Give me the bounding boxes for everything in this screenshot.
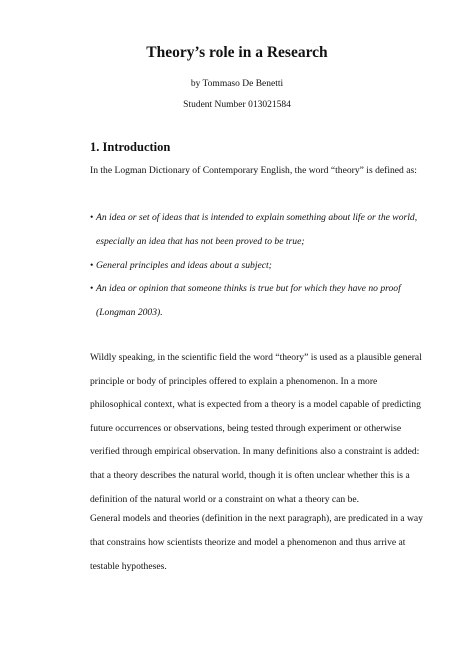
bullet-marker: • bbox=[90, 283, 94, 294]
body-line: future occurrences or observations, being tested through experiment or otherwise bbox=[90, 423, 402, 434]
body-line: that a theory describes the natural world, though it is often unclear whether this is a bbox=[90, 470, 410, 481]
body-line: testable hypotheses. bbox=[90, 561, 167, 572]
section-heading: 1. Introduction bbox=[90, 140, 171, 154]
bullet-item-3 bbox=[90, 283, 401, 295]
bullet-item-3-continuation: (Longman 2003). bbox=[96, 307, 163, 318]
author-line: by Tommaso De Benetti bbox=[190, 79, 284, 89]
bullet-text: General principles and ideas about a subject; bbox=[96, 260, 272, 271]
intro-paragraph: In the Logman Dictionary of Contemporary English, the word “theory” is defined as: bbox=[90, 165, 417, 176]
body-line: definition of the natural world or a constraint on what a theory can be. bbox=[90, 494, 360, 505]
bullet-item-1-continuation: especially an idea that has not been proved to be true; bbox=[96, 236, 305, 247]
bullet-text: An idea or opinion that someone thinks is true but for which they have no proof bbox=[96, 283, 401, 294]
body-line: General models and theories (definition in the next paragraph), are predicated in a way bbox=[90, 513, 423, 524]
bullet-marker: • bbox=[90, 212, 94, 223]
bullet-item-1 bbox=[90, 212, 417, 224]
body-line: verified through empirical observation. In many definitions also a constraint is added: bbox=[90, 446, 420, 457]
student-number-line: Student Number 013021584 bbox=[183, 100, 291, 110]
bullet-text: An idea or set of ideas that is intended to explain something about life or the world, bbox=[96, 212, 418, 223]
body-line: that constrains how scientists theorize and model a phenomenon and thus arrive at bbox=[90, 537, 406, 548]
body-line: principle or body of principles offered to explain a phenomenon. In a more bbox=[90, 376, 378, 387]
body-line: philosophical context, what is expected from a theory is a model capable of predicting bbox=[90, 399, 421, 410]
document-title: Theory’s role in a Research bbox=[146, 44, 328, 61]
body-line: Wildly speaking, in the scientific field the word “theory” is used as a plausible general bbox=[90, 352, 422, 363]
bullet-marker: • bbox=[90, 260, 94, 271]
bullet-item-2 bbox=[90, 260, 272, 272]
